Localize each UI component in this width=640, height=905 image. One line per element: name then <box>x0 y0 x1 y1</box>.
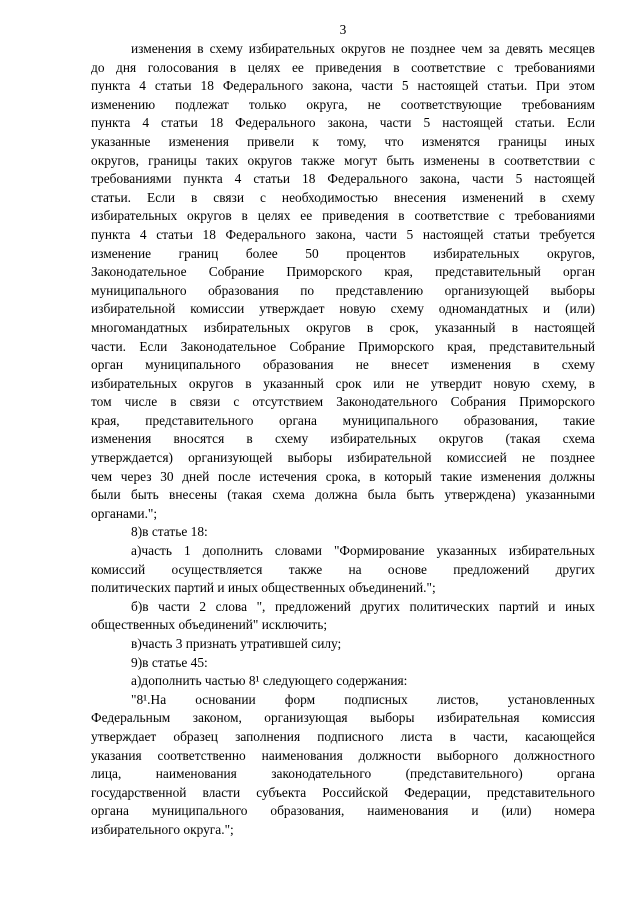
text-line: общественных объединений" исключить; <box>91 617 328 633</box>
paragraph <box>91 654 595 673</box>
text-line: лица, наименования законодательного (представительного) органа <box>91 766 595 782</box>
text-line: органа муниципального образования, наименования и (или) номера <box>91 803 595 819</box>
text-line: "8¹.На основании форм подписных листов, установленных <box>131 691 595 707</box>
page-number: 3 <box>339 22 347 37</box>
text-line: том числе в связи с отсутствием Законодательного Собрания Приморского <box>91 394 595 410</box>
paragraph <box>91 635 595 654</box>
text-line: Законодательное Собрание Приморского края, представительный орган <box>91 264 595 280</box>
text-line: а)дополнить частью 8¹ следующего содержания: <box>131 673 408 689</box>
text-line: указанные изменения привели к тому, что изменятся границы иных <box>91 133 595 149</box>
text-line: изменению подлежат только округа, не соответствующие требованиям <box>91 96 595 112</box>
text-line: политических партий и иных общественных объединений."; <box>91 580 436 596</box>
text-line: избирательных округов в целях ее приведения в соответствие с требованиями <box>91 208 595 224</box>
paragraph <box>91 40 595 523</box>
text-line: пункта 4 статьи 18 Федерального закона, части 5 настоящей статьи. При этом <box>91 78 595 94</box>
text-line: чем через 30 дней после истечения срока, в который такие изменения должны <box>91 468 595 484</box>
text-line: утверждает образец заполнения подписного листа в части, касающейся <box>91 728 595 744</box>
text-line: многомандатных избирательных округов в срок, указанный в настоящей <box>91 319 595 335</box>
text-line: Федеральным законом, организующая выборы избирательная комиссия <box>91 710 595 726</box>
text-line: части. Если Законодательное Собрание Приморского края, представительный <box>91 338 595 354</box>
paragraph <box>91 523 595 542</box>
text-line: утверждается) организующей выборы избирательной комиссией не позднее <box>91 450 595 466</box>
paragraph <box>91 542 595 598</box>
text-line: в)часть 3 признать утратившей силу; <box>131 636 342 651</box>
text-line: избирательной комиссии утверждает новую схему одномандатных и (или) <box>91 301 595 317</box>
document-page <box>91 0 595 905</box>
text-line: 9)в статье 45: <box>131 654 208 670</box>
text-line: государственной власти субъекта Российской Федерации, представительного <box>91 784 595 800</box>
text-line: требованиями пункта 4 статьи 18 Федерального закона, части 5 настоящей <box>91 171 595 187</box>
text-line: изменение границ более 50 процентов избирательных округов, <box>91 245 595 261</box>
text-line: избирательного округа."; <box>91 821 234 837</box>
text-line: а)часть 1 дополнить словами "Формирование указанных избирательных <box>131 543 595 559</box>
text-line: избирательных округов в указанный срок или не утвердит новую схему, в <box>91 375 595 391</box>
text-line: муниципального образования по представлению организующей выборы <box>91 282 595 298</box>
text-line: комиссий осуществляется также на основе предложений других <box>91 561 595 577</box>
text-line: изменения вносятся в схему избирательных округов (такая схема <box>91 431 595 447</box>
paragraph <box>91 691 595 840</box>
paragraph <box>91 598 595 635</box>
text-line: были быть внесены (такая схема должна была быть утверждена) указанными <box>91 487 595 503</box>
text-line: 8)в статье 18: <box>131 524 208 540</box>
text-line: изменения в схему избирательных округов не позднее чем за девять месяцев <box>131 41 595 56</box>
paragraph <box>91 672 595 691</box>
text-line: пункта 4 статьи 18 Федерального закона, части 5 настоящей статьи. Если <box>91 115 595 131</box>
text-line: б)в части 2 слова ", предложений других политических партий и иных <box>131 598 595 614</box>
text-line: до дня голосования в целях ее приведения в соответствие с требованиями <box>91 59 595 75</box>
text-line: орган муниципального образования не внесет изменения в схему <box>91 357 595 373</box>
text-line: указания соответственно наименования должности выборного должностного <box>91 747 595 763</box>
text-line: органами."; <box>91 505 158 521</box>
text-line: пункта 4 статьи 18 Федерального закона, части 5 настоящей статьи требуется <box>91 226 595 242</box>
text-line: статьи. Если в связи с необходимостью внесения изменений в схему <box>91 189 595 205</box>
document-body <box>91 40 595 840</box>
text-line: округов, границы таких округов также могут быть изменены в соответствии с <box>91 152 595 168</box>
text-line: края, представительного органа муниципального образования, такие <box>91 412 595 428</box>
